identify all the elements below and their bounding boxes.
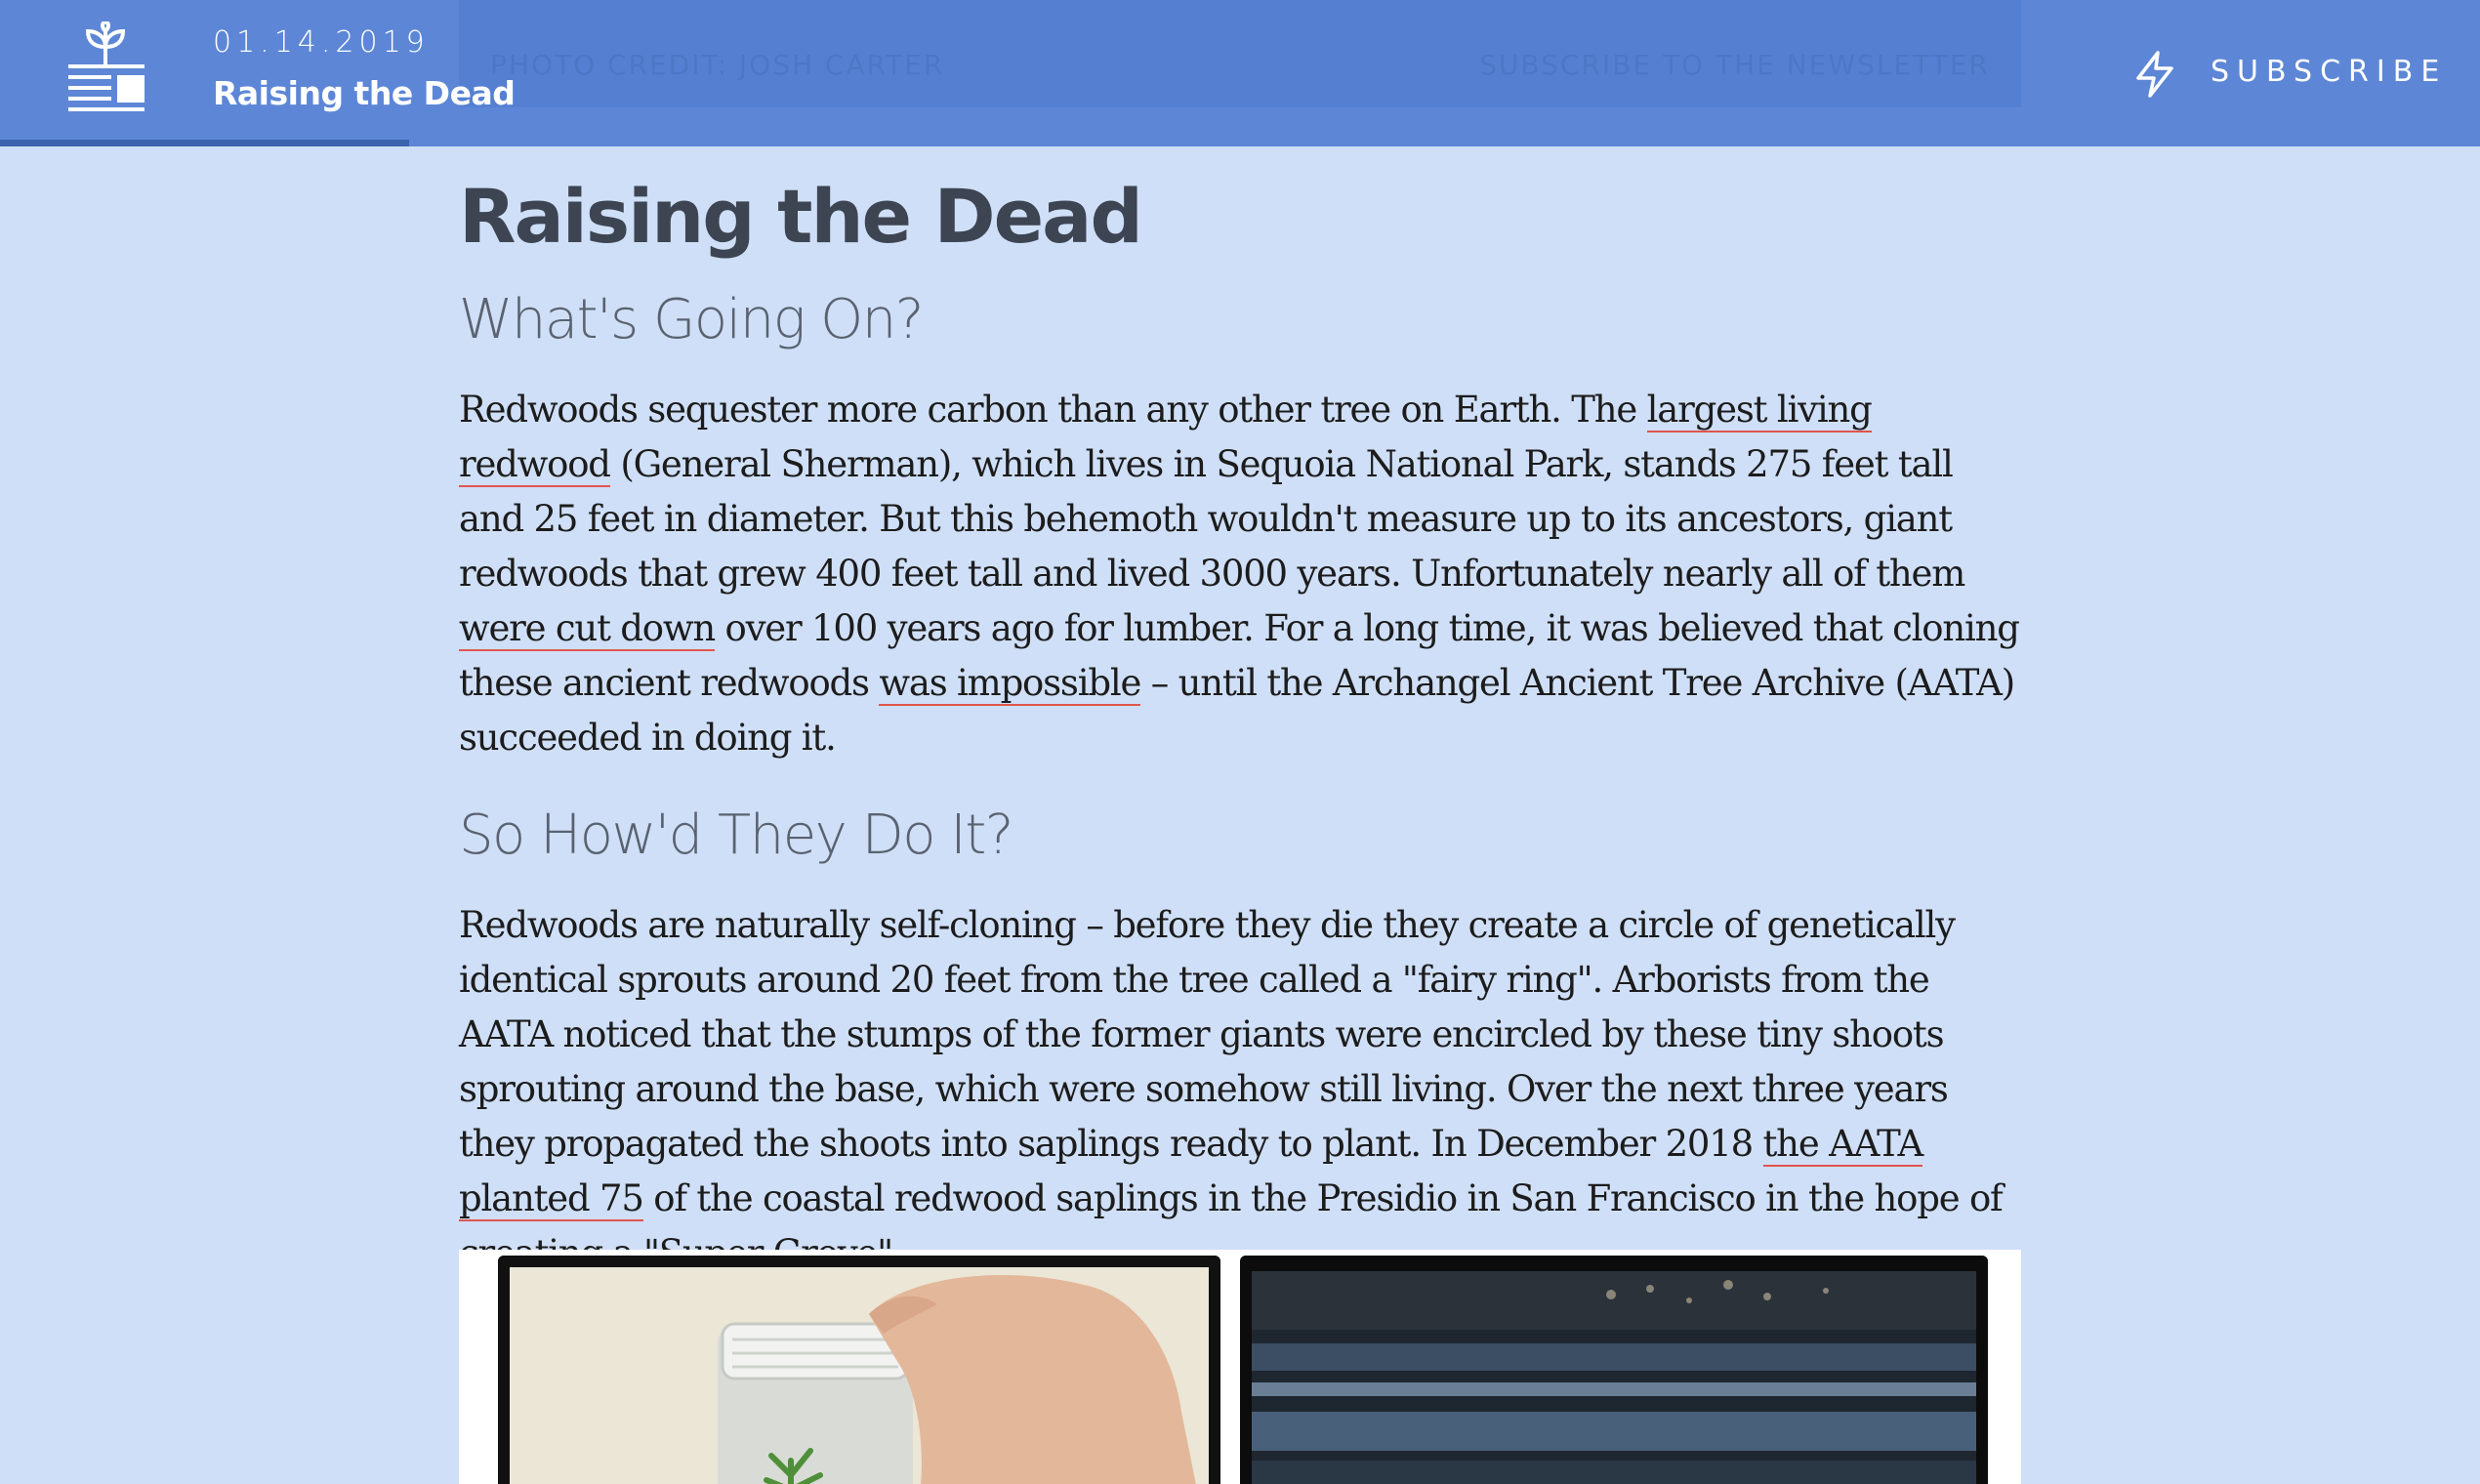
paragraph-text: Redwoods sequester more carbon than any other tree on Earth. The <box>459 389 1647 431</box>
image-gallery <box>459 1250 2021 1484</box>
reading-progress-bar <box>0 140 409 146</box>
dark-greenhouse-photo[interactable] <box>1240 1256 1988 1484</box>
article-date: 01.14.2019 <box>213 25 430 60</box>
section-paragraph <box>459 383 2021 765</box>
hero-overlay-bar <box>459 0 2021 107</box>
inline-link[interactable]: were cut down <box>459 607 715 649</box>
photo-credit: PHOTO CREDIT: JOSH CARTER <box>490 49 945 81</box>
section-heading-how-did-they-do-it: So How'd They Do It? <box>459 804 1013 867</box>
inline-link[interactable]: the AATA planted 75 <box>459 1123 1923 1219</box>
paragraph-text: over 100 years ago for lumber. For a long time, it was believed that cloning these ancient redwoods <box>459 607 2019 704</box>
paragraph-text: (General Sherman), which lives in Sequoia National Park, stands 275 feet tall and 25 feet in diameter. But this behemoth wouldn't measure up to its ancestors, giant redwoods that grew 400 feet tall and lived 3000 years. Unfortunately nearly all of them <box>459 443 1965 595</box>
inline-link[interactable]: was impossible <box>879 662 1141 704</box>
sprout-newspaper-icon[interactable] <box>66 21 146 113</box>
lightning-bolt-icon[interactable] <box>2132 51 2177 98</box>
paragraph-text: of the coastal redwood saplings in the Presidio in San Francisco in the hope of <box>653 1177 2003 1219</box>
hand-holding-sapling-jar-photo[interactable] <box>498 1256 1220 1484</box>
section-heading-whats-going-on: What's Going On? <box>459 288 923 351</box>
page-title: Raising the Dead <box>459 173 1141 260</box>
paragraph-text: – until the Archangel Ancient Tree Archive (AATA) succeeded in doing it. <box>459 662 2014 759</box>
article-body <box>459 146 2021 1281</box>
subscribe-button[interactable]: SUBSCRIBE <box>2211 55 2448 89</box>
paragraph-text: Redwoods are naturally self-cloning – before they die they create a circle of genetically identical sprouts around 20 feet from the tree called a "fairy ring". Arborists from the AATA noticed that the stumps of the former giants were encircled by these tiny shoots sprouting around the base, which were somehow still living. Over the next three years they propagated the shoots into saplings ready to plant. In December 2018 <box>459 904 1955 1165</box>
header-article-title: Raising the Dead <box>213 74 516 112</box>
section-paragraph <box>459 898 2021 1281</box>
inline-link[interactable]: largest living redwood <box>459 389 1872 485</box>
subscribe-newsletter-link[interactable]: SUBSCRIBE TO THE NEWSLETTER <box>1479 49 1990 81</box>
